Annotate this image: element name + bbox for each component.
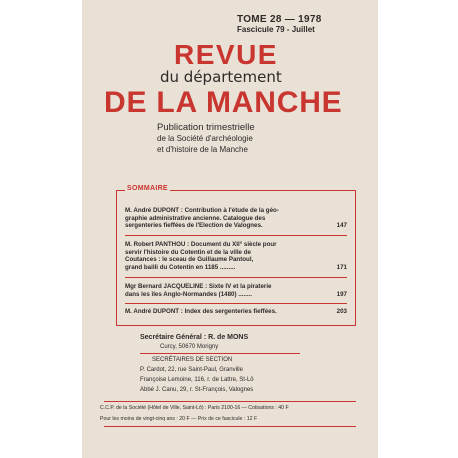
entry-line: Mgr Bernard JACQUELINE : Sixte IV et la piraterie	[125, 283, 272, 290]
sommaire-entry-1	[125, 207, 347, 230]
sommaire-entry-3	[125, 283, 347, 298]
entry-line: sergenteries fieffées de l'Election de Valognes.	[125, 222, 263, 230]
entry-divider	[125, 277, 347, 278]
footer-rule	[104, 426, 356, 427]
entry-page: 147	[336, 222, 347, 230]
subtitle-line-3: et d'histoire de la Manche	[157, 145, 248, 154]
subtitle-line-2: de la Société d'archéologie	[157, 134, 253, 143]
tome-label: TOME 28 — 1978	[237, 14, 322, 25]
entry-line: graphie administrative ancienne. Catalogue des	[125, 214, 266, 222]
entry-line: M. André DUPONT : Contribution à l'étude de la géo-	[125, 207, 279, 214]
secretaire-general-address: Curcy, 50670 Morigny	[160, 344, 219, 350]
journal-cover	[82, 0, 378, 458]
ccp-line: C.C.P. de la Société (Hôtel de Ville, Saint-Lô) : Paris 2100-16 — Cotisations : 40 F	[100, 405, 289, 411]
entry-page: 203	[336, 308, 347, 315]
entry-page: 171	[336, 263, 347, 271]
footer-rule	[140, 353, 300, 354]
secretaire-1: P. Cardot, 22, rue Saint-Paul, Granville	[140, 367, 243, 373]
entry-line: servir l'histoire du Cotentin et de la ville de	[125, 248, 251, 256]
entry-line: M. Robert PANTHOU : Document du XII° siècle pour	[125, 241, 277, 248]
secretaire-3: Abbé J. Canu, 29, r. St-François, Valognes	[140, 387, 254, 393]
sommaire-entry-2	[125, 241, 347, 271]
entry-divider	[125, 235, 347, 236]
title-de-la-manche: DE LA MANCHE	[104, 86, 343, 119]
title-revue: REVUE	[174, 39, 278, 70]
entry-line: grand bailli du Cotentin en 1185 .........	[125, 263, 236, 271]
fascicule-label: Fascicule 79 - Juillet	[237, 25, 315, 34]
entry-page: 197	[336, 290, 347, 298]
sommaire-entry-4	[125, 308, 347, 316]
price-line: Pour les moins de vingt-cinq ans : 20 F — Prix de ce fascicule : 12 F	[100, 416, 258, 422]
subtitle-line-1: Publication trimestrielle	[157, 122, 255, 133]
sommaire-box	[116, 185, 356, 326]
footer-rule	[104, 401, 356, 402]
entry-divider	[125, 303, 347, 304]
secretaire-general: Secrétaire Général : R. de MONS	[140, 334, 249, 341]
title-du-departement: du département	[160, 68, 282, 86]
secretaire-2: Françoise Lemoine, 116, r. de Lattre, St-Lô	[140, 377, 254, 383]
entry-line: Coutances : le sceau de Guillaume Pantoul,	[125, 256, 254, 264]
sommaire-label: SOMMAIRE	[127, 185, 168, 192]
entry-line: dans les îles Anglo-Normandes (1480) ........	[125, 290, 252, 298]
secretaires-label: SECRÉTAIRES DE SECTION	[152, 357, 233, 363]
entry-line: M. André DUPONT : Index des sergenteries fieffées.	[125, 308, 277, 315]
